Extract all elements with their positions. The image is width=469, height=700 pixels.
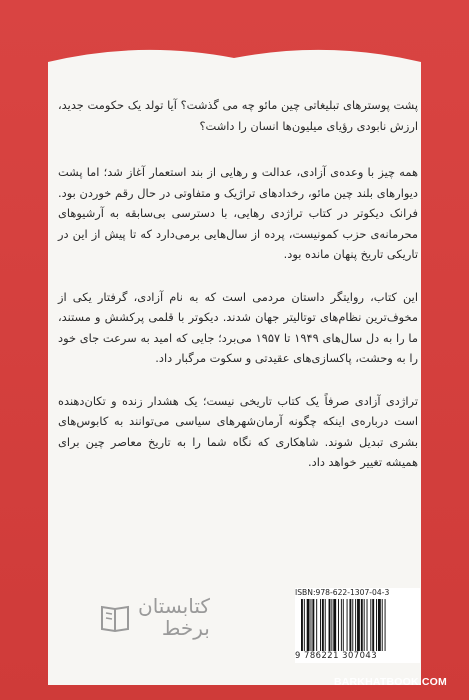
paragraph-2: همه چیز با وعده‌ی آزادی، عدالت و رهایی از بند استعمار آغاز شد؛ اما پشت دیوارهای بلند چین مائو، رخدادهای تراژیک و متفاوتی در حال رقم خوردن بود. فرانک دیکوتر در کتاب تراژدی رهایی، با دسترسی بی‌سابقه به آرشیوهای محرمانه‌ی حزب کمونیست، پرده از سال‌هایی برمی‌دارد که تا پیش از این در تاریکی تاریخ پنهان مانده بود. bbox=[58, 165, 418, 261]
publisher-name bbox=[138, 595, 210, 639]
isbn-number: ISBN:978-622-1307-04-3 bbox=[295, 588, 390, 597]
intro-question: پشت پوسترهای تبلیغاتی چین مائو چه می گذشت؟ آیا تولد یک حکومت جدید، ارزش نابودی رؤیای میلیون‌ها انسان را داشت؟ bbox=[58, 98, 418, 133]
publisher-name-line1: کتابستان bbox=[138, 594, 210, 618]
barcode-bars bbox=[295, 599, 420, 651]
paragraph-4: تراژدی آزادی صرفاً یک کتاب تاریخی نیست؛ یک هشدار زنده و تکان‌دهنده است درباره‌ی اینکه چگونه آرمان‌شهرهای سیاسی می‌توانند به کابوس‌های بشری تبدیل شوند. شاهکاری که نگاه شما را به تاریخ معاصر چین برای همیشه تغییر خواهد داد. bbox=[58, 393, 418, 469]
publisher-name-line2: برخط bbox=[161, 616, 210, 640]
publisher-website: BARKHATBOOK.COM bbox=[333, 676, 447, 688]
cover-footer bbox=[60, 570, 420, 670]
paragraph-3: این کتاب، روایتگر داستان مردمی است که به نام آزادی، گرفتار یکی از مخوف‌ترین نظام‌های توتالیتر جهان شدند. دیکوتر با قلمی پرکشش و مستند، ما را به دل سال‌های ۱۹۴۹ تا ۱۹۵۷ می‌برد؛ جایی که امید به سرعت جای خود را به وحشت، پاکسازی‌های عقیدتی و سکوت مرگبار داد. bbox=[58, 289, 418, 365]
barcode-digits: 9 786221 307043 bbox=[295, 650, 378, 660]
back-cover-text bbox=[58, 95, 418, 495]
barcode bbox=[295, 588, 420, 663]
open-book-icon bbox=[100, 601, 130, 633]
publisher-logo bbox=[100, 592, 275, 642]
